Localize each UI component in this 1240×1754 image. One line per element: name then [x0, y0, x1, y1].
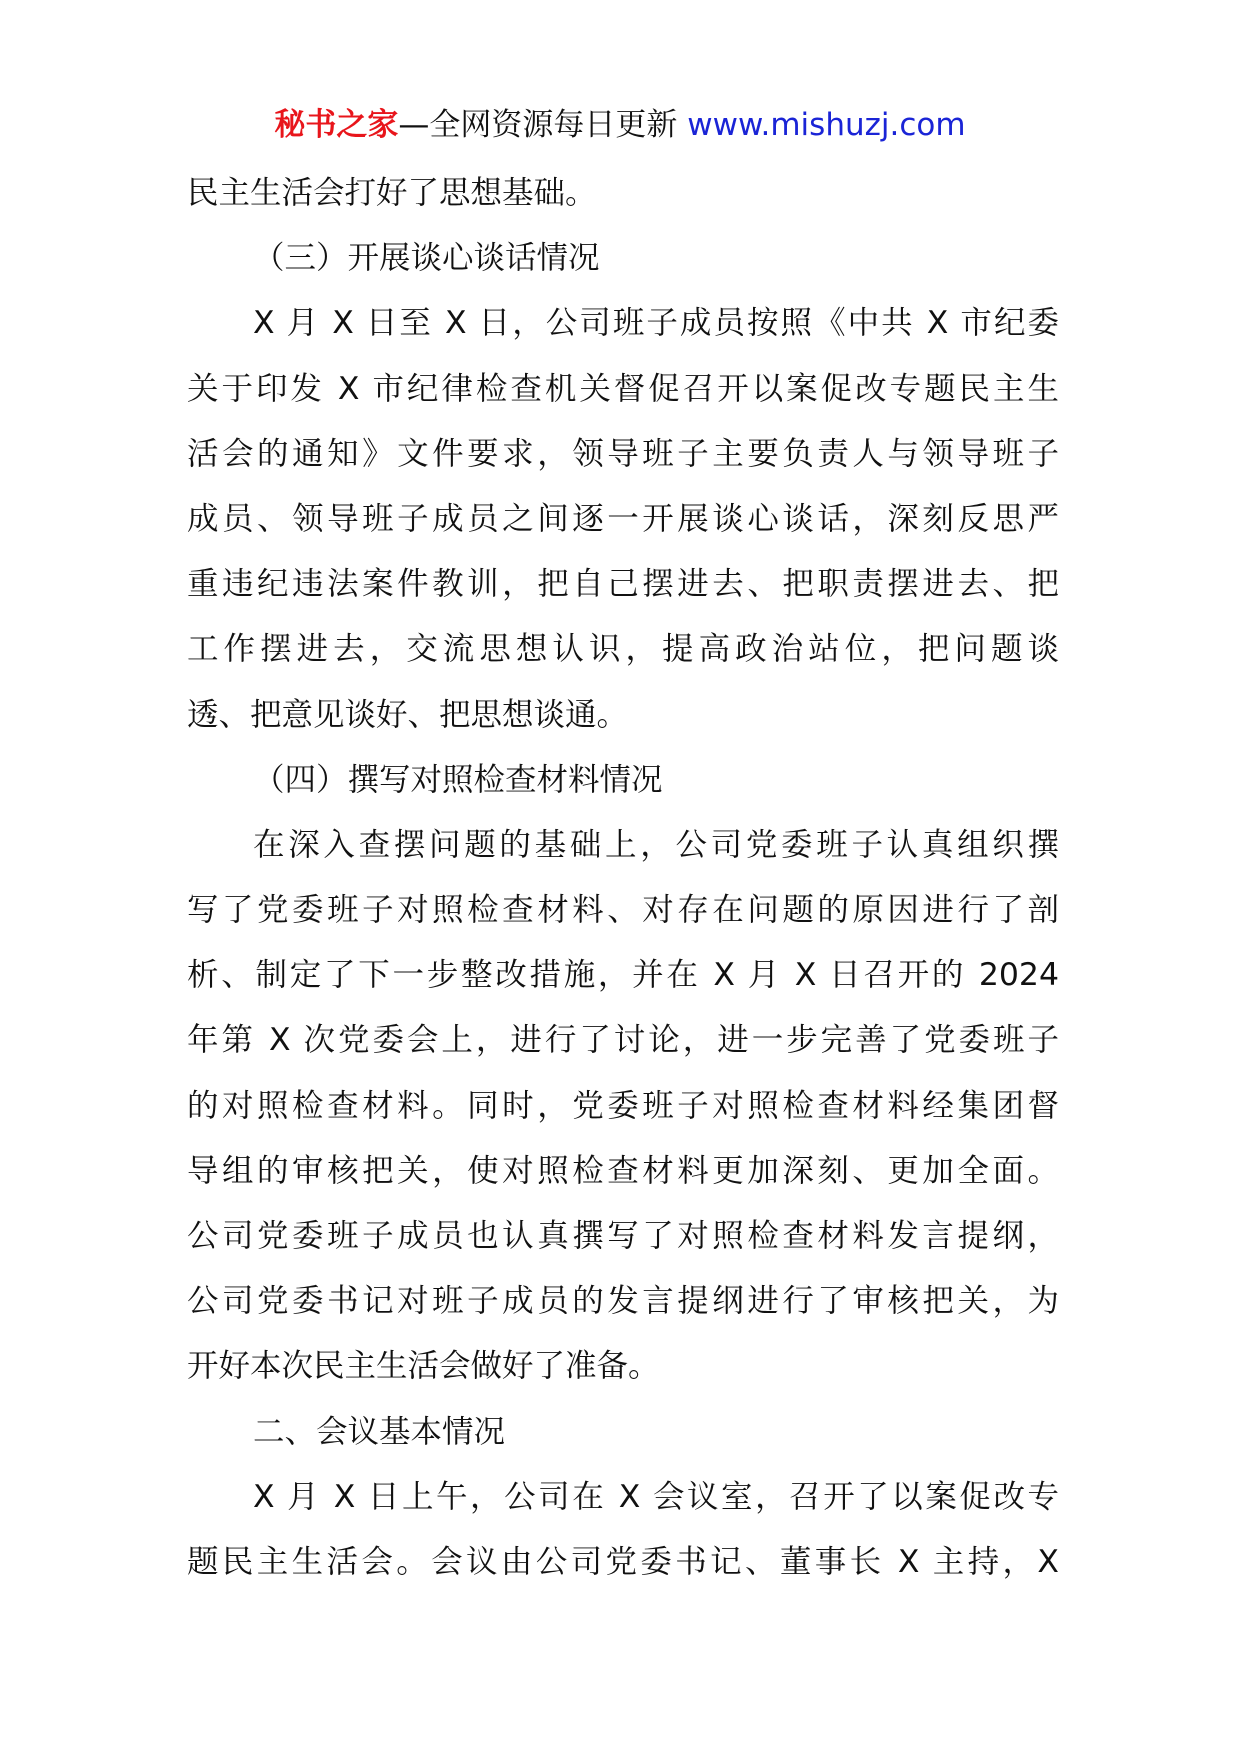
text-line-11: 在深入查摆问题的基础上，公司党委班子认真组织撰 [253, 826, 1059, 863]
text-line-12: 写了党委班子对照检查材料、对存在问题的原因进行了剖 [187, 892, 1059, 929]
text-line-4: 关于印发 X 市纪律检查机关督促召开以案促改专题民主生 [187, 370, 1059, 407]
site-watermark-header [0, 100, 1240, 150]
text-line-9: 透、把意见谈好、把思想谈通。 [187, 696, 629, 733]
text-line-13: 析、制定了下一步整改措施，并在 X 月 X 日召开的 2024 [187, 957, 1059, 994]
text-line-21: X 月 X 日上午，公司在 X 会议室，召开了以案促改专 [253, 1478, 1059, 1515]
text-line-17: 公司党委班子成员也认真撰写了对照检查材料发言提纲， [187, 1218, 1059, 1254]
section-heading-3: （三）开展谈心谈话情况 [253, 240, 600, 277]
text-line-15: 的对照检查材料。同时，党委班子对照检查材料经集团督 [187, 1087, 1059, 1124]
text-line-3: X 月 X 日至 X 日，公司班子成员按照《中共 X 市纪委 [253, 305, 1059, 342]
header-slogan: —全网资源每日更新 [398, 107, 678, 143]
text-line-1: 民主生活会打好了思想基础。 [187, 175, 597, 211]
brand-name: 秘书之家 [274, 107, 399, 143]
document-body [187, 161, 1059, 1595]
text-line-19: 开好本次民主生活会做好了准备。 [187, 1348, 660, 1385]
text-line-22: 题民主生活会。会议由公司党委书记、董事长 X 主持，X [187, 1543, 1059, 1580]
text-line-14: 年第 X 次党委会上，进行了讨论，进一步完善了党委班子 [187, 1022, 1059, 1059]
text-line-5: 活会的通知》文件要求，领导班子主要负责人与领导班子 [187, 435, 1059, 472]
text-line-8: 工作摆进去，交流思想认识，提高政治站位，把问题谈 [187, 631, 1059, 668]
text-line-16: 导组的审核把关，使对照检查材料更加深刻、更加全面。 [187, 1152, 1059, 1189]
text-line-7: 重违纪违法案件教训，把自己摆进去、把职责摆进去、把 [187, 566, 1059, 603]
text-line-6: 成员、领导班子成员之间逐一开展谈心谈话，深刻反思严 [187, 500, 1059, 537]
text-line-18: 公司党委书记对班子成员的发言提纲进行了审核把关，为 [187, 1283, 1059, 1320]
section-heading-4: （四）撰写对照检查材料情况 [253, 761, 663, 798]
section-heading-meeting: 二、会议基本情况 [253, 1413, 506, 1450]
site-url: www.mishuzj.com [687, 107, 966, 143]
